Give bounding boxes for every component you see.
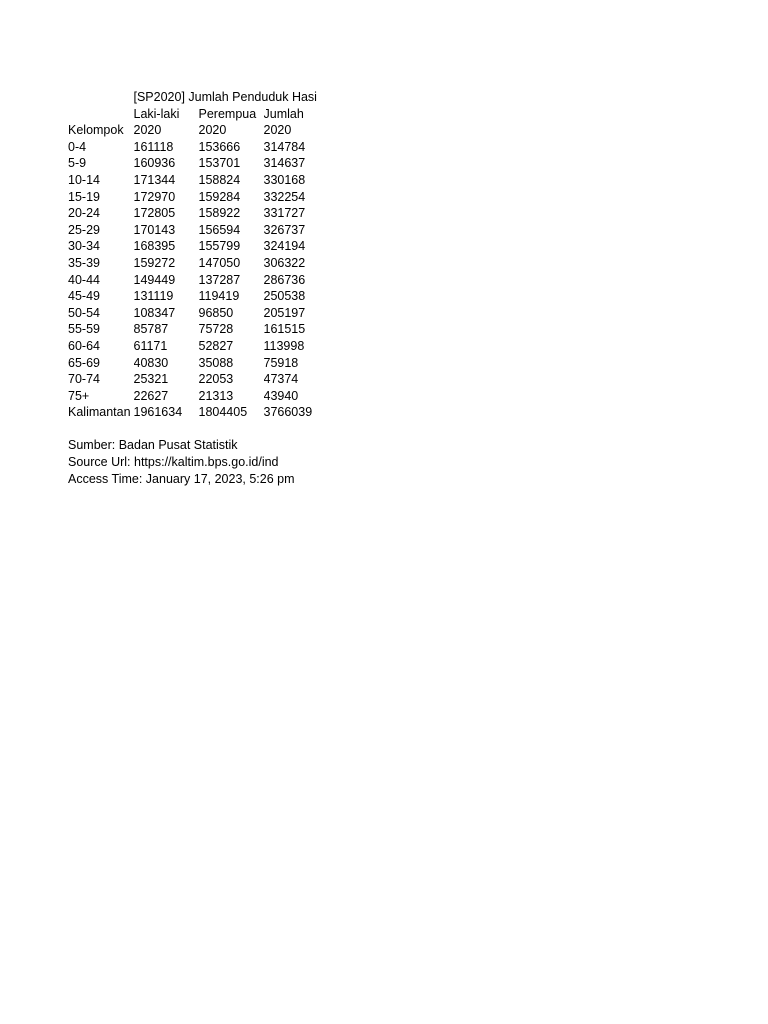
table-row	[68, 388, 394, 405]
age-group-cell: 60-64	[68, 338, 100, 353]
female-count-cell: 137287	[198, 272, 241, 287]
header-cell	[68, 106, 134, 123]
table-row	[68, 139, 394, 156]
age-group-cell: 40-44	[68, 272, 100, 287]
female-count-cell: 147050	[198, 255, 241, 270]
blank-row	[68, 421, 394, 438]
female-count-cell: 158824	[198, 172, 241, 187]
female-count-cell: 153701	[198, 156, 241, 171]
age-group-cell: 15-19	[68, 189, 100, 204]
age-group-cell: 35-39	[68, 255, 100, 270]
empty-cell	[68, 89, 134, 106]
header-row-years	[68, 122, 394, 139]
table-row	[68, 338, 394, 355]
total-count-cell: 250538	[263, 289, 306, 304]
age-group-cell: 5-9	[68, 156, 87, 171]
header-cell-year: 2020	[133, 123, 162, 138]
table-row	[68, 255, 394, 272]
male-count-cell: 161118	[133, 139, 174, 154]
total-count-cell: 330168	[263, 172, 306, 187]
table-row	[68, 288, 394, 305]
total-count-cell: 324194	[263, 239, 306, 254]
table-row	[68, 155, 394, 172]
male-count-cell: 172805	[133, 206, 176, 221]
age-group-cell: 20-24	[68, 206, 100, 221]
female-count-cell: 119419	[198, 289, 240, 304]
male-count-cell: 168395	[133, 239, 176, 254]
total-count-cell: 161515	[263, 322, 306, 337]
table-row	[68, 222, 394, 239]
header-cell-female: Perempua	[198, 106, 257, 121]
table-row	[68, 172, 394, 189]
access-time-note: Access Time: January 17, 2023, 5:26 pm	[68, 471, 295, 486]
male-count-cell: 160936	[133, 156, 176, 171]
header-row-labels	[68, 106, 394, 123]
total-count-cell: 205197	[263, 305, 306, 320]
male-count-cell: 171344	[133, 172, 176, 187]
total-count-cell: 326737	[263, 222, 306, 237]
table-body	[68, 139, 394, 421]
age-group-cell: 55-59	[68, 322, 100, 337]
male-count-cell: 149449	[133, 272, 176, 287]
age-group-cell: 70-74	[68, 372, 100, 387]
male-count-cell: 1961634	[133, 405, 183, 420]
total-count-cell: 3766039	[263, 405, 313, 420]
female-count-cell: 96850	[198, 305, 234, 320]
female-count-cell: 1804405	[198, 405, 248, 420]
female-count-cell: 22053	[198, 372, 234, 387]
male-count-cell: 22627	[133, 388, 169, 403]
header-cell-total: Jumlah	[263, 106, 304, 121]
male-count-cell: 25321	[133, 372, 169, 387]
female-count-cell: 52827	[198, 338, 234, 353]
total-count-cell: 314637	[263, 156, 306, 171]
table-row	[68, 371, 394, 388]
table-row	[68, 321, 394, 338]
table-row	[68, 238, 394, 255]
female-count-cell: 155799	[198, 239, 241, 254]
male-count-cell: 170143	[133, 222, 176, 237]
source-url-note: Source Url: https://kaltim.bps.go.id/ind	[68, 455, 279, 470]
total-count-cell: 113998	[263, 338, 305, 353]
total-count-cell: 47374	[263, 372, 299, 387]
spreadsheet-table	[68, 89, 394, 487]
female-count-cell: 158922	[198, 206, 241, 221]
total-count-cell: 331727	[263, 206, 306, 221]
table-row	[68, 272, 394, 289]
total-count-cell: 314784	[263, 139, 306, 154]
title-row	[68, 89, 394, 106]
age-group-cell: 45-49	[68, 289, 100, 304]
header-cell-year: 2020	[198, 123, 227, 138]
age-group-cell: 50-54	[68, 305, 100, 320]
age-group-cell: Kalimantan	[68, 405, 131, 420]
female-count-cell: 156594	[198, 222, 241, 237]
male-count-cell: 172970	[133, 189, 176, 204]
male-count-cell: 108347	[133, 305, 176, 320]
age-group-cell: 75+	[68, 388, 90, 403]
female-count-cell: 35088	[198, 355, 234, 370]
female-count-cell: 153666	[198, 139, 241, 154]
total-count-cell: 332254	[263, 189, 306, 204]
total-count-cell: 286736	[263, 272, 306, 287]
table-row	[68, 305, 394, 322]
male-count-cell: 159272	[133, 255, 176, 270]
age-group-cell: 25-29	[68, 222, 100, 237]
total-count-cell: 43940	[263, 388, 299, 403]
header-cell-male: Laki-laki	[133, 106, 180, 121]
male-count-cell: 131119	[133, 289, 174, 304]
header-cell-group: Kelompok	[68, 123, 124, 138]
table-row	[68, 205, 394, 222]
male-count-cell: 40830	[133, 355, 169, 370]
female-count-cell: 159284	[198, 189, 241, 204]
total-count-cell: 75918	[263, 355, 299, 370]
age-group-cell: 0-4	[68, 139, 87, 154]
table-row	[68, 355, 394, 372]
male-count-cell: 85787	[133, 322, 169, 337]
age-group-cell: 10-14	[68, 172, 100, 187]
female-count-cell: 21313	[198, 388, 234, 403]
age-group-cell: 65-69	[68, 355, 100, 370]
table-row	[68, 189, 394, 206]
table-row	[68, 404, 394, 421]
female-count-cell: 75728	[198, 322, 234, 337]
total-count-cell: 306322	[263, 255, 306, 270]
header-cell-year: 2020	[263, 123, 292, 138]
table-title: [SP2020] Jumlah Penduduk Hasi	[133, 90, 317, 104]
male-count-cell: 61171	[133, 338, 168, 353]
source-note: Sumber: Badan Pusat Statistik	[68, 438, 238, 453]
age-group-cell: 30-34	[68, 239, 100, 254]
